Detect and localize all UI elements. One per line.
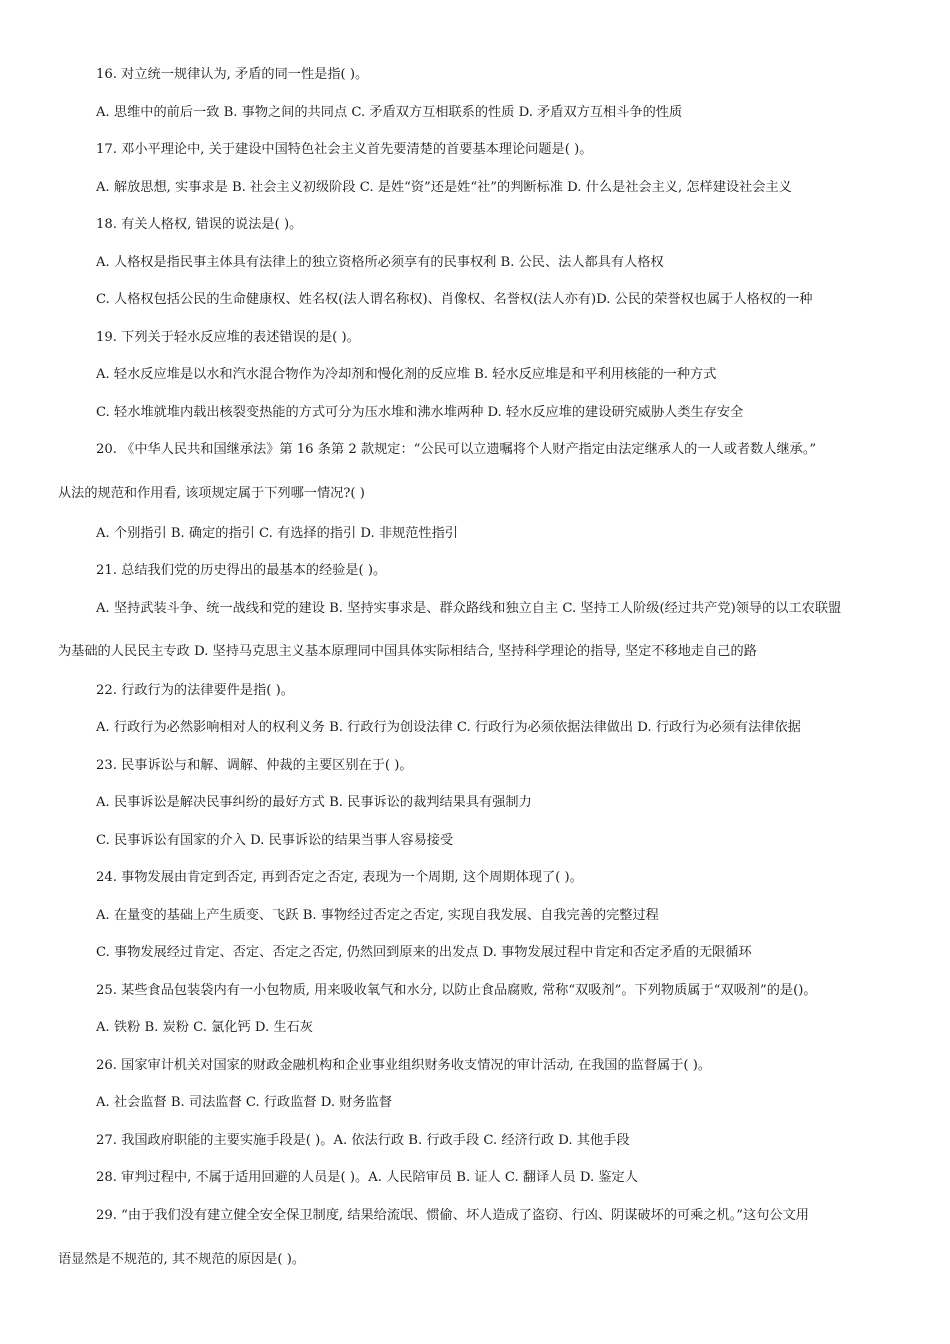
question-24-options-ab: A. 在量变的基础上产生质变、飞跃 B. 事物经过否定之否定, 实现自我发展、自我完善的完整过程 <box>96 908 659 923</box>
question-27: 27. 我国政府职能的主要实施手段是( )。A. 依法行政 B. 行政手段 C. 经济行政 D. 其他手段 <box>96 1133 630 1148</box>
question-19-options-cd: C. 轻水堆就堆内载出核裂变热能的方式可分为压水堆和沸水堆两种 D. 轻水反应堆的建设研究威胁人类生存安全 <box>96 405 744 420</box>
question-23-options-cd: C. 民事诉讼有国家的介入 D. 民事诉讼的结果当事人容易接受 <box>96 833 454 848</box>
question-20-options: A. 个别指引 B. 确定的指引 C. 有选择的指引 D. 非规范性指引 <box>96 526 458 541</box>
question-26: 26. 国家审计机关对国家的财政金融机构和企业事业组织财务收支情况的审计活动, 在我国的监督属于( )。 <box>96 1058 712 1073</box>
question-21: 21. 总结我们党的历史得出的最基本的经验是( )。 <box>96 563 387 578</box>
question-20: 20. 《中华人民共和国继承法》第 16 条第 2 款规定：“公民可以立遗嘱将个人财产指定由法定继承人的一人或者数人继承。” <box>96 442 817 457</box>
question-29-continued: 语显然是不规范的, 其不规范的原因是( )。 <box>58 1252 306 1267</box>
question-22: 22. 行政行为的法律要件是指( )。 <box>96 683 294 698</box>
question-18: 18. 有关人格权, 错误的说法是( )。 <box>96 217 303 232</box>
question-29: 29. “由于我们没有建立健全安全保卫制度, 结果给流氓、惯偷、坏人造成了盗窃、行凶、阴谋破坏的可乘之机。”这句公文用 <box>96 1208 809 1223</box>
question-20-continued: 从法的规范和作用看, 该项规定属于下列哪一情况?( ) <box>58 486 365 501</box>
question-28: 28. 审判过程中, 不属于适用回避的人员是( )。A. 人民陪审员 B. 证人 C. 翻译人员 D. 鉴定人 <box>96 1170 638 1185</box>
question-21-options: A. 坚持武装斗争、统一战线和党的建设 B. 坚持实事求是、群众路线和独立自主 C. 坚持工人阶级(经过共产党)领导的以工农联盟 <box>96 601 842 616</box>
question-24: 24. 事物发展由肯定到否定, 再到否定之否定, 表现为一个周期, 这个周期体现了( )。 <box>96 870 583 885</box>
question-23-options-ab: A. 民事诉讼是解决民事纠纷的最好方式 B. 民事诉讼的裁判结果具有强制力 <box>96 795 532 810</box>
question-19-options-ab: A. 轻水反应堆是以水和汽水混合物作为冷却剂和慢化剂的反应堆 B. 轻水反应堆是和平利用核能的一种方式 <box>96 367 717 382</box>
question-22-options: A. 行政行为必然影响相对人的权利义务 B. 行政行为创设法律 C. 行政行为必须依据法律做出 D. 行政行为必须有法律依据 <box>96 720 801 735</box>
question-17: 17. 邓小平理论中, 关于建设中国特色社会主义首先要清楚的首要基本理论问题是( )。 <box>96 142 593 157</box>
question-24-options-cd: C. 事物发展经过肯定、否定、否定之否定, 仍然回到原来的出发点 D. 事物发展过程中肯定和否定矛盾的无限循环 <box>96 945 752 960</box>
question-19: 19. 下列关于轻水反应堆的表述错误的是( )。 <box>96 330 360 345</box>
question-17-options: A. 解放思想, 实事求是 B. 社会主义初级阶段 C. 是姓“资”还是姓“社”的判断标准 D. 什么是社会主义, 怎样建设社会主义 <box>96 180 792 195</box>
question-16-options: A. 思维中的前后一致 B. 事物之间的共同点 C. 矛盾双方互相联系的性质 D. 矛盾双方互相斗争的性质 <box>96 105 683 120</box>
question-25: 25. 某些食品包装袋内有一小包物质, 用来吸收氧气和水分, 以防止食品腐败, 常称“双吸剂”。下列物质属于“双吸剂”的是()。 <box>96 983 817 998</box>
question-16: 16. 对立统一规律认为, 矛盾的同一性是指( )。 <box>96 67 369 82</box>
question-18-options-ab: A. 人格权是指民事主体具有法律上的独立资格所必须享有的民事权利 B. 公民、法人都具有人格权 <box>96 255 664 270</box>
question-23: 23. 民事诉讼与和解、调解、仲裁的主要区别在于( )。 <box>96 758 413 773</box>
question-18-options-cd: C. 人格权包括公民的生命健康权、姓名权(法人谓名称权)、肖像权、名誉权(法人亦有)D. 公民的荣誉权也属于人格权的一种 <box>96 292 813 307</box>
question-25-options: A. 铁粉 B. 炭粉 C. 氯化钙 D. 生石灰 <box>96 1020 313 1035</box>
question-21-options-continued: 为基础的人民民主专政 D. 坚持马克思主义基本原理同中国具体实际相结合, 坚持科学理论的指导, 坚定不移地走自己的路 <box>58 644 757 659</box>
question-26-options: A. 社会监督 B. 司法监督 C. 行政监督 D. 财务监督 <box>96 1095 393 1110</box>
